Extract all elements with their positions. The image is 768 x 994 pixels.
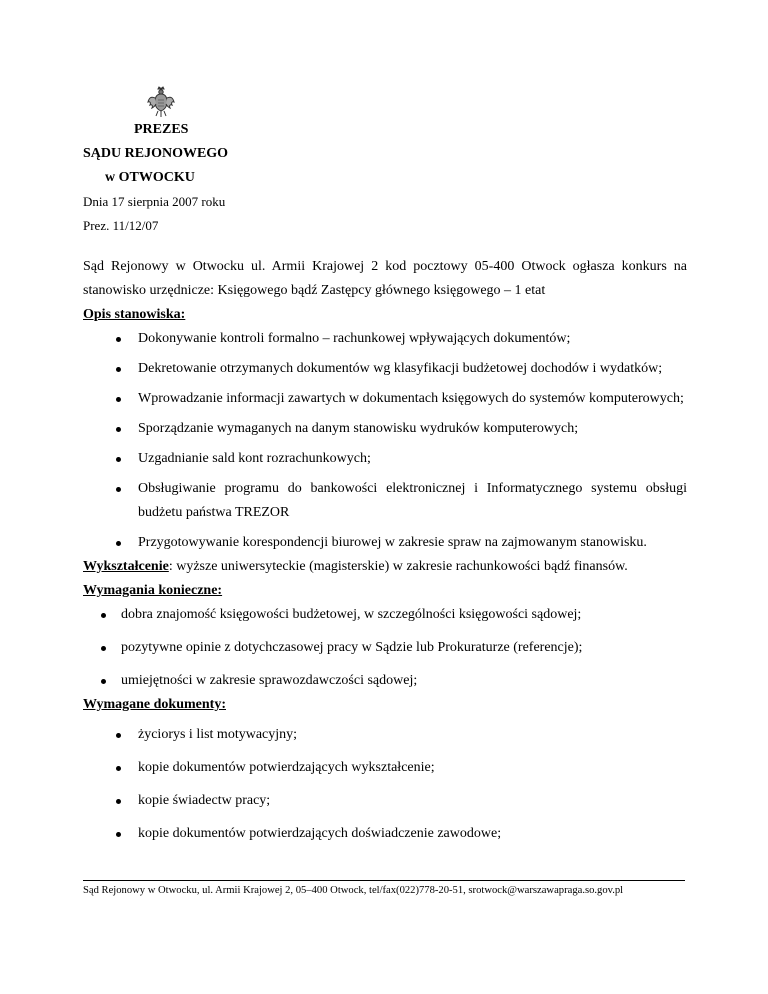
- bullet-icon: [116, 799, 121, 804]
- bullet-icon: [116, 397, 121, 402]
- list-item: Uzgadnianie sald kont rozrachunkowych;: [83, 447, 687, 471]
- header-title-city: w OTWOCKU: [105, 170, 195, 185]
- opis-list: [83, 327, 687, 555]
- list-item: Obsługiwanie programu do bankowości elektronicznej i Informatycznego systemu obsługi budżetu państwa TREZOR: [83, 477, 687, 525]
- bullet-icon: [116, 337, 121, 342]
- education-line: [83, 555, 687, 579]
- list-item: pozytywne opinie z dotychczasowej pracy w Sądzie lub Prokuraturze (referencje);: [83, 636, 687, 660]
- bullet-icon: [116, 457, 121, 462]
- list-item: kopie świadectw pracy;: [83, 789, 687, 813]
- education-text: : wyższe uniwersyteckie (magisterskie) w zakresie rachunkowości bądź finansów.: [168, 559, 628, 574]
- section-heading-opis: Opis stanowiska:: [83, 307, 186, 322]
- list-item: Dekretowanie otrzymanych dokumentów wg klasyfikacji budżetowej dochodów i wydatków;: [83, 357, 687, 381]
- list-item: umiejętności w zakresie sprawozdawczości sądowej;: [83, 669, 687, 693]
- footer-divider: [83, 880, 685, 881]
- document-body: [83, 255, 687, 855]
- list-item: kopie dokumentów potwierdzających doświadczenie zawodowe;: [83, 822, 687, 846]
- bullet-icon: [101, 646, 106, 651]
- header-title-prezes: PREZES: [134, 122, 189, 137]
- list-item: życiorys i list motywacyjny;: [83, 723, 687, 747]
- bullet-icon: [116, 733, 121, 738]
- list-item: dobra znajomość księgowości budżetowej, w szczególności księgowości sądowej;: [83, 603, 687, 627]
- document-date: Dnia 17 sierpnia 2007 roku: [83, 194, 226, 209]
- dokumenty-list: [83, 723, 687, 846]
- list-item: kopie dokumentów potwierdzających wykształcenie;: [83, 756, 687, 780]
- intro-paragraph: Sąd Rejonowy w Otwocku ul. Armii Krajowej 2 kod pocztowy 05-400 Otwock ogłasza konkurs na stanowisko urzędnicze: Księgowego bądź Zastępcy głównego księgowego – 1 etat: [83, 259, 687, 298]
- section-heading-dokumenty: Wymagane dokumenty:: [83, 697, 226, 712]
- list-item: Sporządzanie wymaganych na danym stanowisku wydruków komputerowych;: [83, 417, 687, 441]
- list-item: Dokonywanie kontroli formalno – rachunkowej wpływających dokumentów;: [83, 327, 687, 351]
- wymagania-list: [83, 603, 687, 693]
- bullet-icon: [116, 766, 121, 771]
- bullet-icon: [101, 613, 106, 618]
- document-reference: Prez. 11/12/07: [83, 218, 159, 233]
- header-title-court: SĄDU REJONOWEGO: [83, 146, 229, 161]
- education-label: Wykształcenie: [83, 559, 169, 574]
- bullet-icon: [116, 367, 121, 372]
- bullet-icon: [101, 679, 106, 684]
- bullet-icon: [116, 487, 121, 492]
- bullet-icon: [116, 832, 121, 837]
- eagle-emblem-icon: [146, 86, 176, 118]
- bullet-icon: [116, 541, 121, 546]
- section-heading-wymagania: Wymagania konieczne:: [83, 583, 223, 598]
- bullet-icon: [116, 427, 121, 432]
- footer-contact: Sąd Rejonowy w Otwocku, ul. Armii Krajowej 2, 05–400 Otwock, tel/fax(022)778-20-51, srotwock@warszawapraga.so.gov.pl: [83, 885, 624, 896]
- list-item: Wprowadzanie informacji zawartych w dokumentach księgowych do systemów komputerowych;: [83, 387, 687, 411]
- list-item: Przygotowywanie korespondencji biurowej w zakresie spraw na zajmowanym stanowisku.: [83, 531, 687, 555]
